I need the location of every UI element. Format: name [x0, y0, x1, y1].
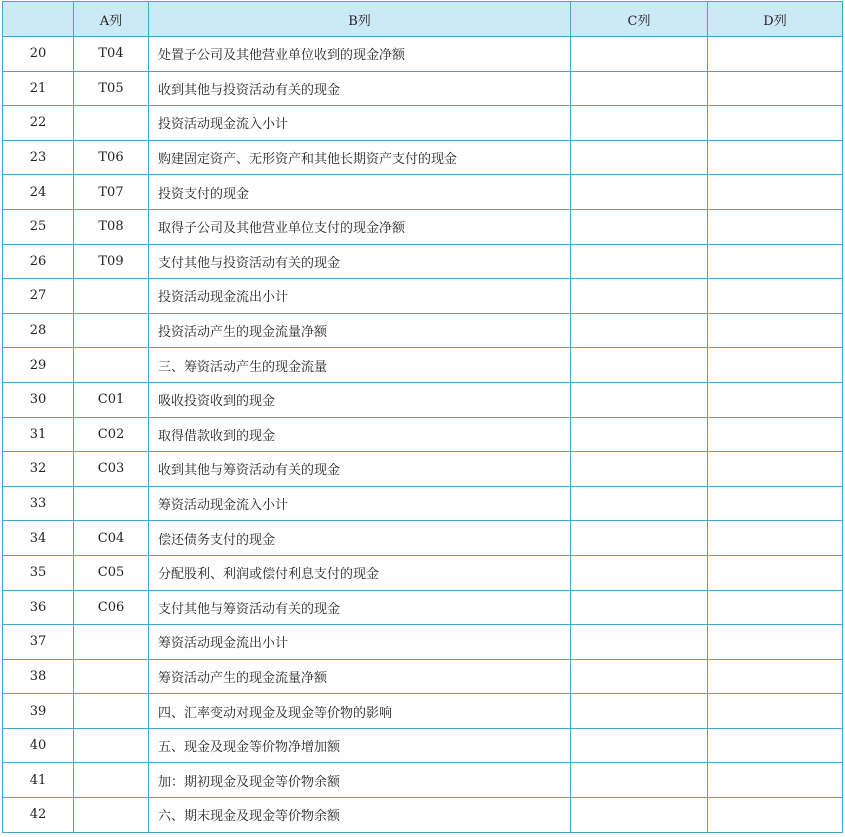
a-column-code-cell: [74, 106, 149, 141]
d-column-value-cell: [708, 555, 843, 590]
d-column-value-cell: [708, 590, 843, 625]
row-number-cell: 23: [3, 140, 74, 175]
a-column-code-cell: T04: [74, 37, 149, 72]
row-number-cell: 24: [3, 175, 74, 210]
c-column-value-cell: [571, 486, 708, 521]
header-row-number: [3, 2, 74, 37]
b-column-item-cell: 投资活动现金流出小计: [149, 279, 571, 314]
table-row: [3, 279, 843, 314]
c-column-value-cell: [571, 417, 708, 452]
row-number-cell: 38: [3, 659, 74, 694]
a-column-code-cell: C04: [74, 521, 149, 556]
b-column-item-cell: 分配股利、利润或偿付利息支付的现金: [149, 555, 571, 590]
d-column-value-cell: [708, 521, 843, 556]
b-column-item-cell: 加：期初现金及现金等价物余额: [149, 763, 571, 798]
table-row: [3, 140, 843, 175]
table-row: [3, 590, 843, 625]
a-column-code-cell: [74, 694, 149, 729]
b-column-item-cell: 筹资活动现金流出小计: [149, 625, 571, 660]
c-column-value-cell: [571, 244, 708, 279]
table-row: [3, 625, 843, 660]
b-column-item-cell: 五、现金及现金等价物净增加额: [149, 728, 571, 763]
c-column-value-cell: [571, 348, 708, 383]
b-column-item-cell: 支付其他与投资活动有关的现金: [149, 244, 571, 279]
b-column-item-cell: 筹资活动现金流入小计: [149, 486, 571, 521]
c-column-value-cell: [571, 694, 708, 729]
d-column-value-cell: [708, 348, 843, 383]
c-column-value-cell: [571, 659, 708, 694]
table-row: [3, 348, 843, 383]
a-column-code-cell: [74, 728, 149, 763]
row-number-cell: 41: [3, 763, 74, 798]
a-column-code-cell: [74, 486, 149, 521]
d-column-value-cell: [708, 382, 843, 417]
a-column-code-cell: T06: [74, 140, 149, 175]
c-column-value-cell: [571, 106, 708, 141]
table-row: [3, 521, 843, 556]
b-column-item-cell: 六、期末现金及现金等价物余额: [149, 798, 571, 833]
cash-flow-table: [2, 1, 843, 833]
c-column-value-cell: [571, 71, 708, 106]
table-row: [3, 37, 843, 72]
b-column-item-cell: 投资支付的现金: [149, 175, 571, 210]
row-number-cell: 28: [3, 313, 74, 348]
a-column-code-cell: T08: [74, 209, 149, 244]
header-col-b: B列: [149, 2, 571, 37]
table-row: [3, 209, 843, 244]
d-column-value-cell: [708, 140, 843, 175]
row-number-cell: 20: [3, 37, 74, 72]
a-column-code-cell: [74, 313, 149, 348]
table-row: [3, 71, 843, 106]
row-number-cell: 33: [3, 486, 74, 521]
b-column-item-cell: 支付其他与筹资活动有关的现金: [149, 590, 571, 625]
a-column-code-cell: C02: [74, 417, 149, 452]
d-column-value-cell: [708, 694, 843, 729]
d-column-value-cell: [708, 417, 843, 452]
a-column-code-cell: T05: [74, 71, 149, 106]
row-number-cell: 37: [3, 625, 74, 660]
table-body: [3, 37, 843, 833]
d-column-value-cell: [708, 313, 843, 348]
table-row: [3, 763, 843, 798]
a-column-code-cell: [74, 798, 149, 833]
a-column-code-cell: [74, 348, 149, 383]
table-row: [3, 382, 843, 417]
row-number-cell: 25: [3, 209, 74, 244]
a-column-code-cell: C05: [74, 555, 149, 590]
c-column-value-cell: [571, 763, 708, 798]
d-column-value-cell: [708, 244, 843, 279]
row-number-cell: 34: [3, 521, 74, 556]
c-column-value-cell: [571, 625, 708, 660]
row-number-cell: 29: [3, 348, 74, 383]
c-column-value-cell: [571, 175, 708, 210]
header-row: [3, 2, 843, 37]
b-column-item-cell: 吸收投资收到的现金: [149, 382, 571, 417]
table-row: [3, 452, 843, 487]
c-column-value-cell: [571, 521, 708, 556]
row-number-cell: 26: [3, 244, 74, 279]
d-column-value-cell: [708, 106, 843, 141]
b-column-item-cell: 收到其他与投资活动有关的现金: [149, 71, 571, 106]
a-column-code-cell: [74, 763, 149, 798]
c-column-value-cell: [571, 728, 708, 763]
row-number-cell: 40: [3, 728, 74, 763]
d-column-value-cell: [708, 71, 843, 106]
d-column-value-cell: [708, 209, 843, 244]
a-column-code-cell: C06: [74, 590, 149, 625]
b-column-item-cell: 筹资活动产生的现金流量净额: [149, 659, 571, 694]
d-column-value-cell: [708, 486, 843, 521]
c-column-value-cell: [571, 590, 708, 625]
b-column-item-cell: 三、筹资活动产生的现金流量: [149, 348, 571, 383]
header-col-d: D列: [708, 2, 843, 37]
header-col-c: C列: [571, 2, 708, 37]
row-number-cell: 30: [3, 382, 74, 417]
a-column-code-cell: T09: [74, 244, 149, 279]
row-number-cell: 35: [3, 555, 74, 590]
a-column-code-cell: C03: [74, 452, 149, 487]
d-column-value-cell: [708, 728, 843, 763]
d-column-value-cell: [708, 625, 843, 660]
b-column-item-cell: 购建固定资产、无形资产和其他长期资产支付的现金: [149, 140, 571, 175]
row-number-cell: 39: [3, 694, 74, 729]
table-row: [3, 244, 843, 279]
b-column-item-cell: 偿还债务支付的现金: [149, 521, 571, 556]
a-column-code-cell: C01: [74, 382, 149, 417]
b-column-item-cell: 投资活动现金流入小计: [149, 106, 571, 141]
row-number-cell: 32: [3, 452, 74, 487]
row-number-cell: 22: [3, 106, 74, 141]
b-column-item-cell: 收到其他与筹资活动有关的现金: [149, 452, 571, 487]
c-column-value-cell: [571, 452, 708, 487]
table-row: [3, 728, 843, 763]
c-column-value-cell: [571, 279, 708, 314]
d-column-value-cell: [708, 452, 843, 487]
b-column-item-cell: 取得借款收到的现金: [149, 417, 571, 452]
table-row: [3, 106, 843, 141]
row-number-cell: 36: [3, 590, 74, 625]
a-column-code-cell: [74, 279, 149, 314]
c-column-value-cell: [571, 140, 708, 175]
table-row: [3, 486, 843, 521]
c-column-value-cell: [571, 209, 708, 244]
a-column-code-cell: [74, 625, 149, 660]
d-column-value-cell: [708, 37, 843, 72]
table-row: [3, 417, 843, 452]
b-column-item-cell: 处置子公司及其他营业单位收到的现金净额: [149, 37, 571, 72]
header-col-a: A列: [74, 2, 149, 37]
a-column-code-cell: T07: [74, 175, 149, 210]
row-number-cell: 21: [3, 71, 74, 106]
b-column-item-cell: 投资活动产生的现金流量净额: [149, 313, 571, 348]
c-column-value-cell: [571, 798, 708, 833]
c-column-value-cell: [571, 37, 708, 72]
d-column-value-cell: [708, 659, 843, 694]
c-column-value-cell: [571, 555, 708, 590]
d-column-value-cell: [708, 279, 843, 314]
row-number-cell: 31: [3, 417, 74, 452]
c-column-value-cell: [571, 313, 708, 348]
c-column-value-cell: [571, 382, 708, 417]
table-row: [3, 659, 843, 694]
a-column-code-cell: [74, 659, 149, 694]
d-column-value-cell: [708, 798, 843, 833]
table-header: [3, 2, 843, 37]
table-row: [3, 798, 843, 833]
b-column-item-cell: 取得子公司及其他营业单位支付的现金净额: [149, 209, 571, 244]
table-row: [3, 555, 843, 590]
row-number-cell: 42: [3, 798, 74, 833]
row-number-cell: 27: [3, 279, 74, 314]
d-column-value-cell: [708, 175, 843, 210]
table-row: [3, 313, 843, 348]
d-column-value-cell: [708, 763, 843, 798]
table-row: [3, 175, 843, 210]
table-row: [3, 694, 843, 729]
b-column-item-cell: 四、汇率变动对现金及现金等价物的影响: [149, 694, 571, 729]
